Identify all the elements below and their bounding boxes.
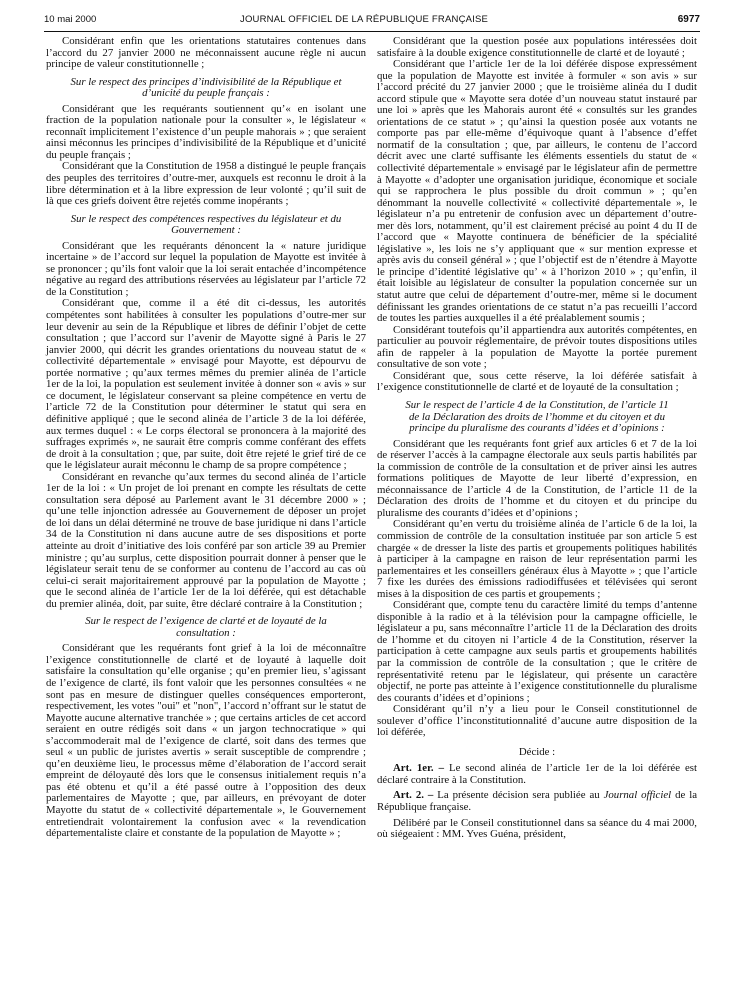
article-2-journal: Journal officiel: [603, 789, 672, 802]
paragraph: Considérant toutefois qu’il appartiendra aux autorités compétentes, en particulier au pouvoir réglementaire, de prévoir toutes dispositions utiles afin de rappeler à la population de Mayotte la portée purement consultative de son vote ;: [377, 323, 697, 371]
paragraph: Considérant que les requérants dénoncent la « nature juridique incertaine » de l’accord sur lequel la population de Mayotte est invitée à se prononcer ; qu’ils font valoir que la loi serait entachée d’incompétence négative au regard des attributions réservées au législateur par l’article 72 de la Constitution ;: [46, 239, 366, 298]
article-2: [377, 790, 697, 813]
page-header: [44, 14, 700, 30]
paragraph: Considérant que la question posée aux populations intéressées doit satisfaire à la double exigence constitutionnelle de clarté et de loyauté ;: [377, 35, 697, 59]
paragraph: Considérant que les requérants font grief à la loi de méconnaître l’exigence constitutionnelle de clarté et de loyauté à laquelle doit satisfaire la consultation qu’elle organise ; qu’en premier lieu, s’agissant de l’exigence de clarté, ils font valoir que les personnes consultées « ne sont pas en mesure de distinguer quelles conséquences emporteront, respectivement, les votes "oui" et "non", l’accord n’offrant sur le statut de Mayotte aucune alternative tranchée » ; que certains articles de cet accord seraient en outre rédigés soit dans « un jargon technocratique » qui s’accommoderait mal de l’exigence de clarté, soit dans des termes que seul « un public de juristes avertis » serait susceptible de comprendre ; qu’en deuxième lieu, le processus même d’élaboration de l’accord serait empreint de déloyauté dès lors que le consensus initialement requis n’a pas été obtenu et qu’il a été passé outre à l’opposition des deux parlementaires de Mayotte ; que, par ailleurs, en prévoyant de doter Mayotte du statut de « collectivité départementale », le Gouvernement entretiendrait volontairement la confusion avec « la revendication départementaliste claire et constante de la population de Mayotte » ;: [46, 642, 366, 840]
paragraph: Considérant que, sous cette réserve, la loi déférée satisfait à l’exigence constitutionnelle de clarté et de loyauté de la consultation ;: [377, 369, 697, 394]
paragraph: Considérant que la Constitution de 1958 a distingué le peuple français des peuples des territoires d’outre-mer, auxquels est reconnu le droit à la libre détermination et à la libre expression de leur volonté ; qu’il suit de là que ces griefs doivent être rejetés comme inopérants ;: [46, 160, 366, 208]
header-journal-title: JOURNAL OFFICIEL DE LA RÉPUBLIQUE FRANÇAISE: [240, 14, 489, 25]
article-2-text-b: de la République française.: [377, 789, 698, 813]
paragraph: Considérant qu’il n’y a lieu pour le Conseil constitutionnel de soulever d’office l’inconstitutionnalité d’aucune autre disposition de la loi déférée,: [377, 703, 697, 739]
article-1-label: Art. 1er. –: [393, 762, 445, 775]
paragraph: Considérant que les requérants font grief aux articles 6 et 7 de la loi de réserver l’accès à la campagne électorale aux seuls partis habilités par la commission de contrôle de la consultation et de priver ainsi les autres formations politiques de Mayotte de leur liberté d’expression, en méconnaissance de l’article 4 de la Constitution, de l’article 11 de la Déclaration des droits de l’homme et du citoyen et du principe du pluralisme des courants d’idées et d’opinions ;: [377, 437, 697, 519]
paragraph: Considérant que les requérants soutiennent qu’« en isolant une fraction de la population nationale pour la consulter », le législateur « reconnaît implicitement l’existence d’un peuple mahorais » ; que seraient ainsi méconnus les principes d’indivisibilité de la République et d’unicité du peuple français ;: [46, 102, 366, 161]
section-heading: Sur le respect des principes d’indivisibilité de la République et d’unicité du peuple français :: [70, 75, 342, 100]
header-rule: [44, 31, 700, 32]
section-heading: Sur le respect de l’exigence de clarté et de loyauté de la consultation :: [85, 615, 327, 639]
right-column: [377, 36, 697, 841]
deliberation-paragraph: Délibéré par le Conseil constitutionnel dans sa séance du 4 mai 2000, où siégeaient : MM. Yves Guéna, président,: [377, 816, 697, 841]
paragraph: Considérant que, comme il a été dit ci-dessus, les autorités compétentes sont habilitées à consulter les populations d’outre-mer sur leur devenir au sein de la République et libres de définir l’objet de cette consultation ; que l’accord sur l’avenir de Mayotte signé à Paris le 27 janvier 2000, qui décrit les grandes orientations du nouveau statut de « collectivité départementale » envisagé pour Mayotte, est dépourvu de portée normative ; qu’aux termes mêmes du premier alinéa de l’article 1er de la loi, la population est seulement invitée à donner son « avis » sur ce document, le législateur conservant sa pleine compétence en vertu de l’article 72 de la Constitution pour déterminer le statut qui sera en définitive appliqué ; que le second alinéa de l’article 3 de la loi déférée, aux termes duquel : « Le corps électoral se prononcera à la majorité des suffrages exprimés », ne saurait être compris comme conférant des effets de droit à la consultation ; que, par suite, doit être rejeté le grief tiré de ce que le législateur aurait méconnu le champ de sa propre compétence ;: [46, 297, 366, 472]
article-1-text: Le second alinéa de l’article 1er de la loi déférée est déclaré contraire à la Constitution.: [377, 762, 698, 786]
paragraph: Considérant qu’en vertu du troisième alinéa de l’article 6 de la loi, la commission de contrôle de la consultation instituée par son article 5 est chargée « de dresser la liste des partis et groupements politiques habilités à participer à la campagne en raison de leur représentation parmi les parlementaires et les conseillers généraux élus à Mayotte » ; que l’article 7 fixe les durées des émissions radiodiffusées et télévisées qui seront mises à la disposition de ces partis et groupements ;: [377, 518, 697, 600]
left-column: [46, 36, 366, 840]
section-heading: Sur le respect des compétences respectives du législateur et du Gouvernement :: [70, 212, 342, 237]
article-1: [377, 763, 697, 786]
header-page-number: 6977: [677, 14, 700, 25]
paragraph: Considérant que, compte tenu du caractère limité du temps d’antenne disponible à la radio et à la télévision pour la campagne officielle, le législateur a pu, sans méconnaître l’article 11 de la Déclaration des droits de l’homme et du citoyen ni l’article 4 de la Constitution, réserver la participation à cette campagne aux seuls partis et groupements habilités par la commission de contrôle de la consultation ; que le critère de représentativité retenu par le législateur, qui présente un caractère objectif, ne porte pas atteinte à l’exigence constitutionnelle du pluralisme des courants d’idées et d’opinions ;: [377, 599, 697, 704]
paragraph: Considérant que l’article 1er de la loi déférée dispose expressément que la population de Mayotte est invitée à formuler « son avis » sur l’accord précité du 27 janvier 2000 ; que le troisième alinéa du I dudit accord stipule que « Mayotte sera dotée d’un nouveau statut instauré par une loi » après que les Mahorais auront été « consultés sur les grandes orientations de ce statut » ; qu’ainsi la question posée aux votants ne comporte pas par elle-même d’équivoque quant à l’absence d’effet normatif de la consultation ; que, par ailleurs, le contenu de l’accord décrit avec une clarté suffisante les éléments essentiels du statut de « collectivité départementale » envisagé par le législateur afin de permettre à Mayotte « d’adopter une organisation juridique, économique et sociale qui se rapprochera le plus possible du droit commun » ; qu’en dénommant la nouvelle collectivité « collectivité départementale », le législateur n’a pu entretenir de confusion avec un département d’outre-mer dès lors, notamment, qu’il est clairement précisé au point 4 du II de l’accord que « Mayotte continuera de bénéficier de la spécialité législative », les lois ne s’y appliquant que « sur mention expresse et après avis du conseil général » ; que l’objectif est de n’étendre à Mayotte le principe d’identité législative qu’ « à l’horizon 2010 » ; qu’enfin, il était loisible au législateur de consulter la population concernée sur un statut autre que celui de département d’outre-mer, même si le document définissant les grandes orientations de ce statut n’a pas recueilli l’accord de toutes les parties auxquelles il a été préalablement soumis ;: [377, 58, 697, 325]
paragraph: Considérant en revanche qu’aux termes du second alinéa de l’article 1er de la loi : « Un projet de loi prenant en compte les résultats de cette consultation sera déposé au Parlement avant le 31 décembre 2000 » ; qu’une telle injonction adressée au Gouvernement de déposer un projet de loi dans un délai déterminé ne trouve de base juridique ni dans l’article 34 de la Constitution ni dans aucune autre de ses dispositions et porte atteinte au droit d’initiative des lois conféré par son article 39 au Premier ministre ; qu’au surplus, cette disposition pourrait donner à penser que le législateur serait tenu de se conformer au contenu de l’accord au cas où celui-ci serait majoritairement approuvé par la population de Mayotte ; que le second alinéa de l’article 1er de la loi déférée, qui est détachable du premier alinéa, doit, par suite, être déclaré contraire à la Constitution ;: [46, 470, 366, 610]
section-heading: Sur le respect de l’article 4 de la Constitution, de l’article 11 de la Déclaration des droits de l’homme et du citoyen et du principe du pluralisme des courants d’idées et d’opinions :: [405, 398, 669, 435]
paragraph: Considérant enfin que les orientations statutaires contenues dans l’accord du 27 janvier 2000 ne méconnaissent aucune règle ni aucun principe de valeur constitutionnelle ;: [46, 35, 366, 71]
article-2-label: Art. 2. –: [393, 789, 434, 802]
decide-heading: Décide :: [518, 745, 556, 758]
header-date: 10 mai 2000: [44, 14, 97, 25]
article-2-text-a: La présente décision sera publiée au: [437, 789, 600, 802]
